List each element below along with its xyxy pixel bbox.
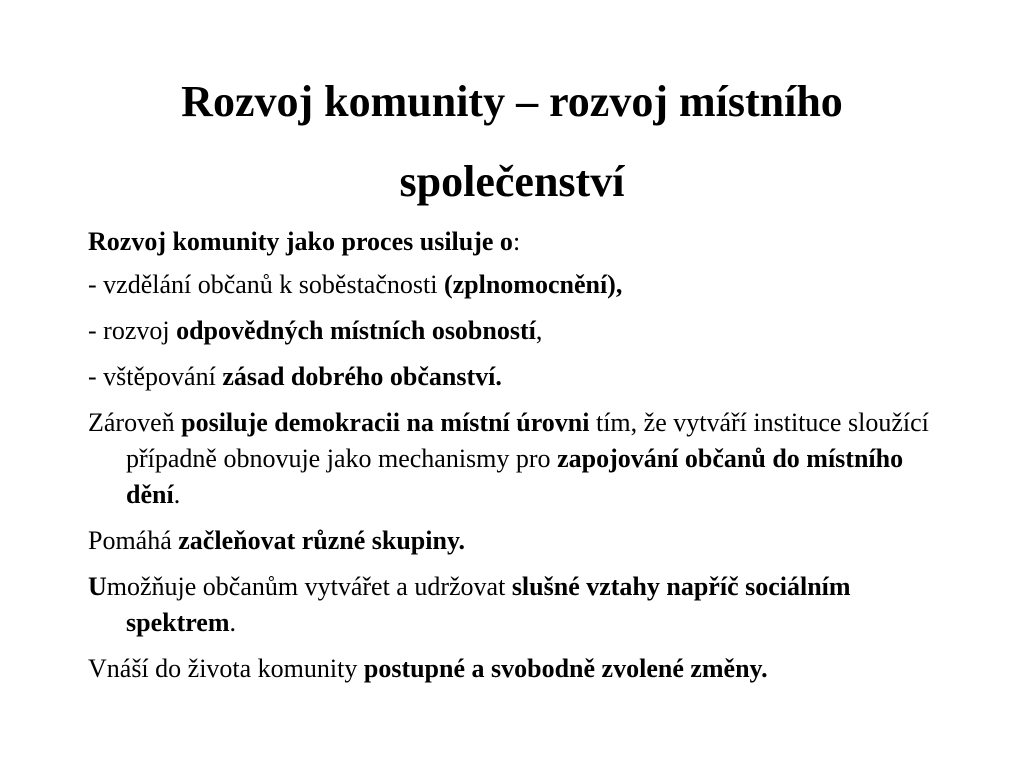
bullet-personalities-comma: ,	[535, 316, 543, 345]
bullet-personalities-bold: odpovědných místních osobností	[176, 316, 536, 345]
slide-body	[88, 224, 948, 697]
relations-text-2: .	[229, 608, 237, 637]
slide-title	[60, 62, 964, 222]
changes-bold: postupné a svobodně zvolené změny.	[363, 654, 768, 683]
integration-bold: začleňovat různé skupiny.	[178, 526, 466, 555]
bullet-personalities	[88, 313, 948, 349]
bullet-education	[88, 267, 948, 303]
bullet-citizenship-text: - vštěpování	[88, 362, 223, 391]
title-line-1: Rozvoj komunity – rozvoj místního	[181, 77, 843, 126]
relations-text-1: možňuje občanům vytvářet a udržovat	[106, 572, 512, 601]
paragraph-changes	[88, 651, 948, 687]
relations-bold: slušné vztahy napříč sociálním spektrem	[126, 572, 851, 637]
democracy-text-1: Zároveň	[88, 408, 182, 437]
intro-paragraph	[88, 224, 948, 260]
integration-text: Pomáhá	[88, 526, 179, 555]
title-line-2: společenství	[399, 157, 625, 206]
relations-bold-initial: U	[88, 572, 107, 601]
democracy-bold-2: zapojování občanů do místního dění	[126, 444, 904, 509]
bullet-citizenship	[88, 359, 948, 395]
paragraph-democracy	[88, 405, 948, 513]
paragraph-integration	[88, 523, 948, 559]
intro-bold: Rozvoj komunity jako proces usiluje o	[88, 227, 513, 256]
intro-colon: :	[512, 227, 521, 256]
democracy-bold-1: posiluje demokracii na místní úrovni	[181, 408, 590, 437]
democracy-text-3: .	[173, 480, 181, 509]
bullet-citizenship-bold: zásad dobrého občanství.	[222, 362, 502, 391]
democracy-text-2: tím, že vytváří instituce sloužící případně obnovuje jako mechanismy pro	[126, 408, 929, 473]
bullet-personalities-text: - rozvoj	[88, 316, 177, 345]
bullet-education-bold: (zplnomocnění),	[443, 270, 623, 299]
changes-text: Vnáší do života komunity	[88, 654, 364, 683]
bullet-education-text: - vzdělání občanů k soběstačnosti	[88, 270, 444, 299]
paragraph-relations	[88, 569, 948, 641]
